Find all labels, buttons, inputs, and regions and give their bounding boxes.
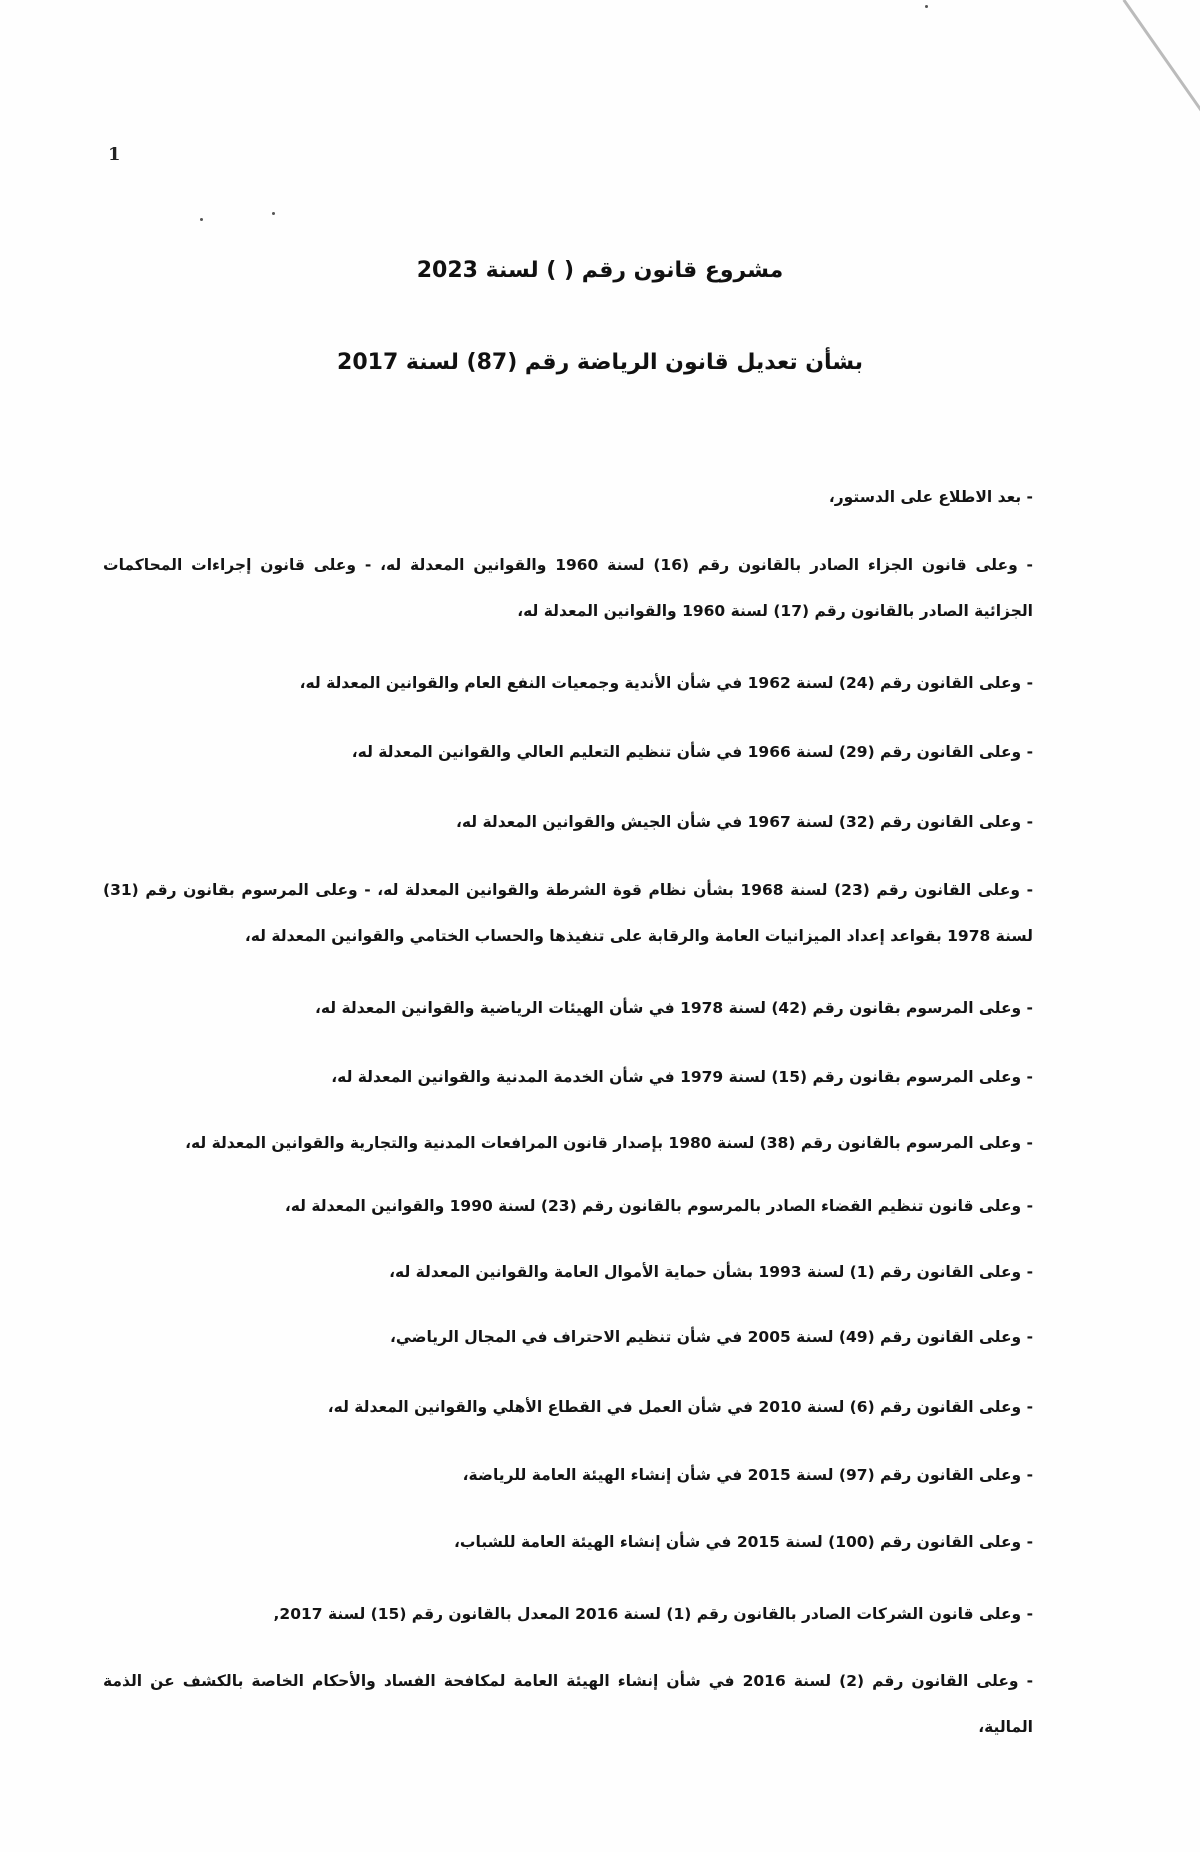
preamble-clause: - وعلى القانون رقم (97) لسنة 2015 في شأن إنشاء الهيئة العامة للرياضة، (462, 1466, 1033, 1484)
preamble-clause: - وعلى القانون رقم (1) لسنة 1993 بشأن حماية الأموال العامة والقوانين المعدلة له، (389, 1263, 1033, 1281)
preamble-clause: - وعلى المرسوم بقانون رقم (42) لسنة 1978 في شأن الهيئات الرياضية والقوانين المعدلة له، (315, 999, 1033, 1017)
preamble-clause: - وعلى القانون رقم (2) لسنة 2016 في شأن إنشاء الهيئة العامة لمكافحة الفساد والأحكام الخاصة بالكشف عن الذمة المالية، (103, 1672, 1034, 1736)
preamble-clause: - وعلى القانون رقم (6) لسنة 2010 في شأن العمل في القطاع الأهلي والقوانين المعدلة له، (327, 1398, 1033, 1416)
preamble-clause: - وعلى القانون رقم (29) لسنة 1966 في شأن تنظيم التعليم العالي والقوانين المعدلة له، (351, 743, 1033, 761)
preamble-clause: - وعلى القانون رقم (32) لسنة 1967 في شأن الجيش والقوانين المعدلة له، (455, 813, 1033, 831)
preamble-clause: - وعلى القانون رقم (23) لسنة 1968 بشأن نظام قوة الشرطة والقوانين المعدلة له، - وعلى المرسوم بقانون رقم (31) لسنة 1978 بقواعد إعداد الميزانيات العامة والرقابة على تنفيذها والحساب الختامي والقوانين المعدلة له، (103, 881, 1034, 945)
page-corner-shadow (1123, 0, 1200, 115)
preamble-clause: - بعد الاطلاع على الدستور، (828, 488, 1033, 506)
document-title: مشروع قانون رقم ( ) لسنة 2023 (416, 258, 784, 283)
preamble-clause: - وعلى قانون الشركات الصادر بالقانون رقم (1) لسنة 2016 المعدل بالقانون رقم (15) لسنة 2017, (273, 1605, 1033, 1623)
scan-speck (200, 218, 203, 221)
preamble-clause: - وعلى المرسوم بالقانون رقم (38) لسنة 1980 بإصدار قانون المرافعات المدنية والتجارية والقوانين المعدلة له، (185, 1134, 1033, 1152)
page-number: 1 (108, 144, 121, 165)
scan-speck (272, 212, 275, 215)
document-subtitle: بشأن تعديل قانون الرياضة رقم (87) لسنة 2017 (337, 350, 863, 375)
preamble-clause: - وعلى قانون تنظيم القضاء الصادر بالمرسوم بالقانون رقم (23) لسنة 1990 والقوانين المعدلة له، (284, 1197, 1033, 1215)
preamble-clause: - وعلى القانون رقم (24) لسنة 1962 في شأن الأندية وجمعيات النفع العام والقوانين المعدلة له، (299, 674, 1033, 692)
preamble-clause: - وعلى المرسوم بقانون رقم (15) لسنة 1979 في شأن الخدمة المدنية والقوانين المعدلة له، (331, 1068, 1033, 1086)
preamble-clause: - وعلى قانون الجزاء الصادر بالقانون رقم (16) لسنة 1960 والقوانين المعدلة له، - وعلى قانون إجراءات المحاكمات الجزائية الصادر بالقانون رقم (17) لسنة 1960 والقوانين المعدلة له، (103, 556, 1033, 620)
preamble-clause: - وعلى القانون رقم (49) لسنة 2005 في شأن تنظيم الاحتراف في المجال الرياضي، (389, 1328, 1033, 1346)
preamble-clause: - وعلى القانون رقم (100) لسنة 2015 في شأن إنشاء الهيئة العامة للشباب، (454, 1533, 1033, 1551)
scan-speck (925, 5, 928, 8)
